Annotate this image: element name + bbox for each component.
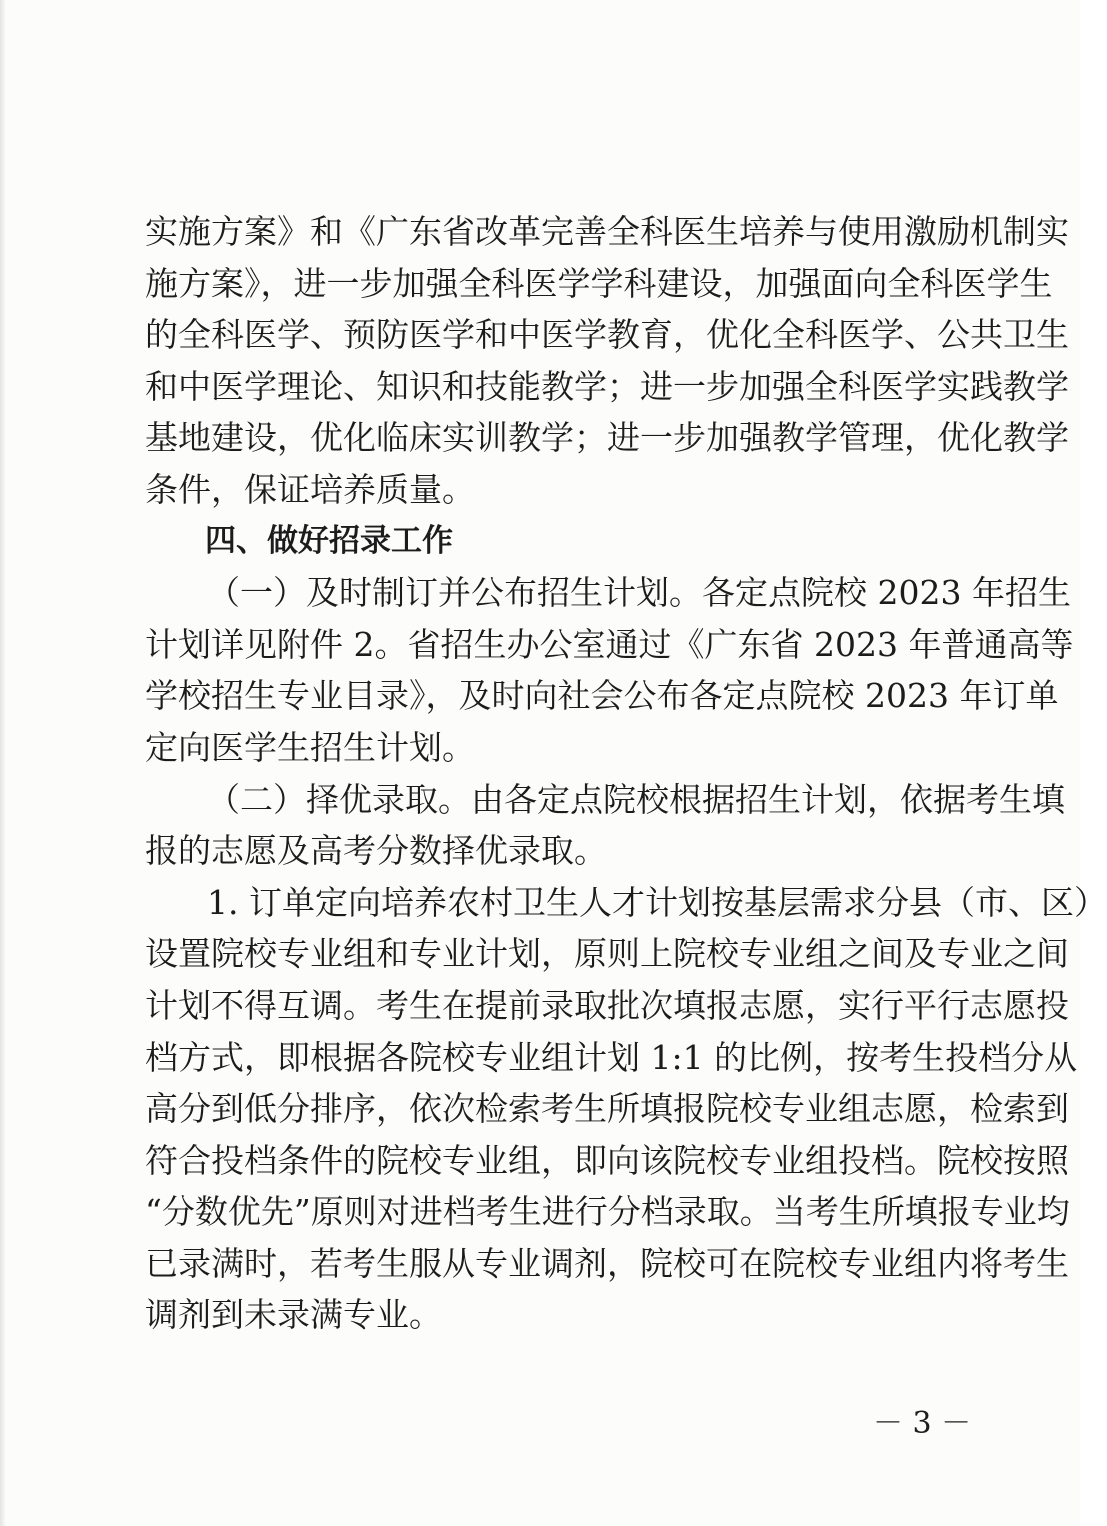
text-line: 1. 订单定向培养农村卫生人才计划按基层需求分县（市、区）	[207, 882, 1107, 922]
text-line: 的全科医学、预防医学和中医学教育，优化全科医学、公共卫生	[145, 315, 1069, 355]
text-line: 计划不得互调。考生在提前录取批次填报志愿，实行平行志愿投	[145, 985, 1069, 1025]
text-line: 符合投档条件的院校专业组，即向该院校专业组投档。院校按照	[145, 1140, 1069, 1180]
section-heading: 四、做好招录工作	[205, 522, 453, 559]
text-line: 设置院校专业组和专业计划，原则上院校专业组之间及专业之间	[145, 934, 1069, 974]
page-number: － 3 －	[873, 1406, 972, 1441]
text-line: 档方式，即根据各院校专业组计划 1:1 的比例，按考生投档分从	[145, 1037, 1078, 1077]
document-body	[145, 206, 1107, 1341]
text-line: 条件，保证培养质量。	[145, 469, 475, 509]
scan-edge	[0, 0, 6, 1526]
text-line: 报的志愿及高考分数择优录取。	[145, 831, 607, 871]
text-line: 高分到低分排序，依次检索考生所填报院校专业组志愿，检索到	[145, 1089, 1069, 1129]
text-line: 计划详见附件 2。省招生办公室通过《广东省 2023 年普通高等	[145, 624, 1074, 664]
text-line: 调剂到未录满专业。	[145, 1295, 442, 1335]
text-line: 学校招生专业目录》，及时向社会公布各定点院校 2023 年订单	[145, 676, 1059, 716]
text-line: 基地建设，优化临床实训教学；进一步加强教学管理，优化教学	[145, 418, 1069, 458]
text-line: 和中医学理论、知识和技能教学；进一步加强全科医学实践教学	[145, 366, 1069, 406]
text-line: （一）及时制订并公布招生计划。各定点院校 2023 年招生	[207, 573, 1071, 613]
text-line: （二）择优录取。由各定点院校根据招生计划，依据考生填	[207, 779, 1065, 819]
text-line: 已录满时，若考生服从专业调剂，院校可在院校专业组内将考生	[145, 1243, 1069, 1283]
text-line: “分数优先”原则对进档考生进行分档录取。当考生所填报专业均	[145, 1192, 1070, 1232]
text-line: 定向医学生招生计划。	[145, 727, 475, 767]
text-line: 实施方案》和《广东省改革完善全科医生培养与使用激励机制实	[145, 212, 1069, 251]
text-line: 施方案》，进一步加强全科医学学科建设，加强面向全科医学生	[145, 263, 1053, 303]
